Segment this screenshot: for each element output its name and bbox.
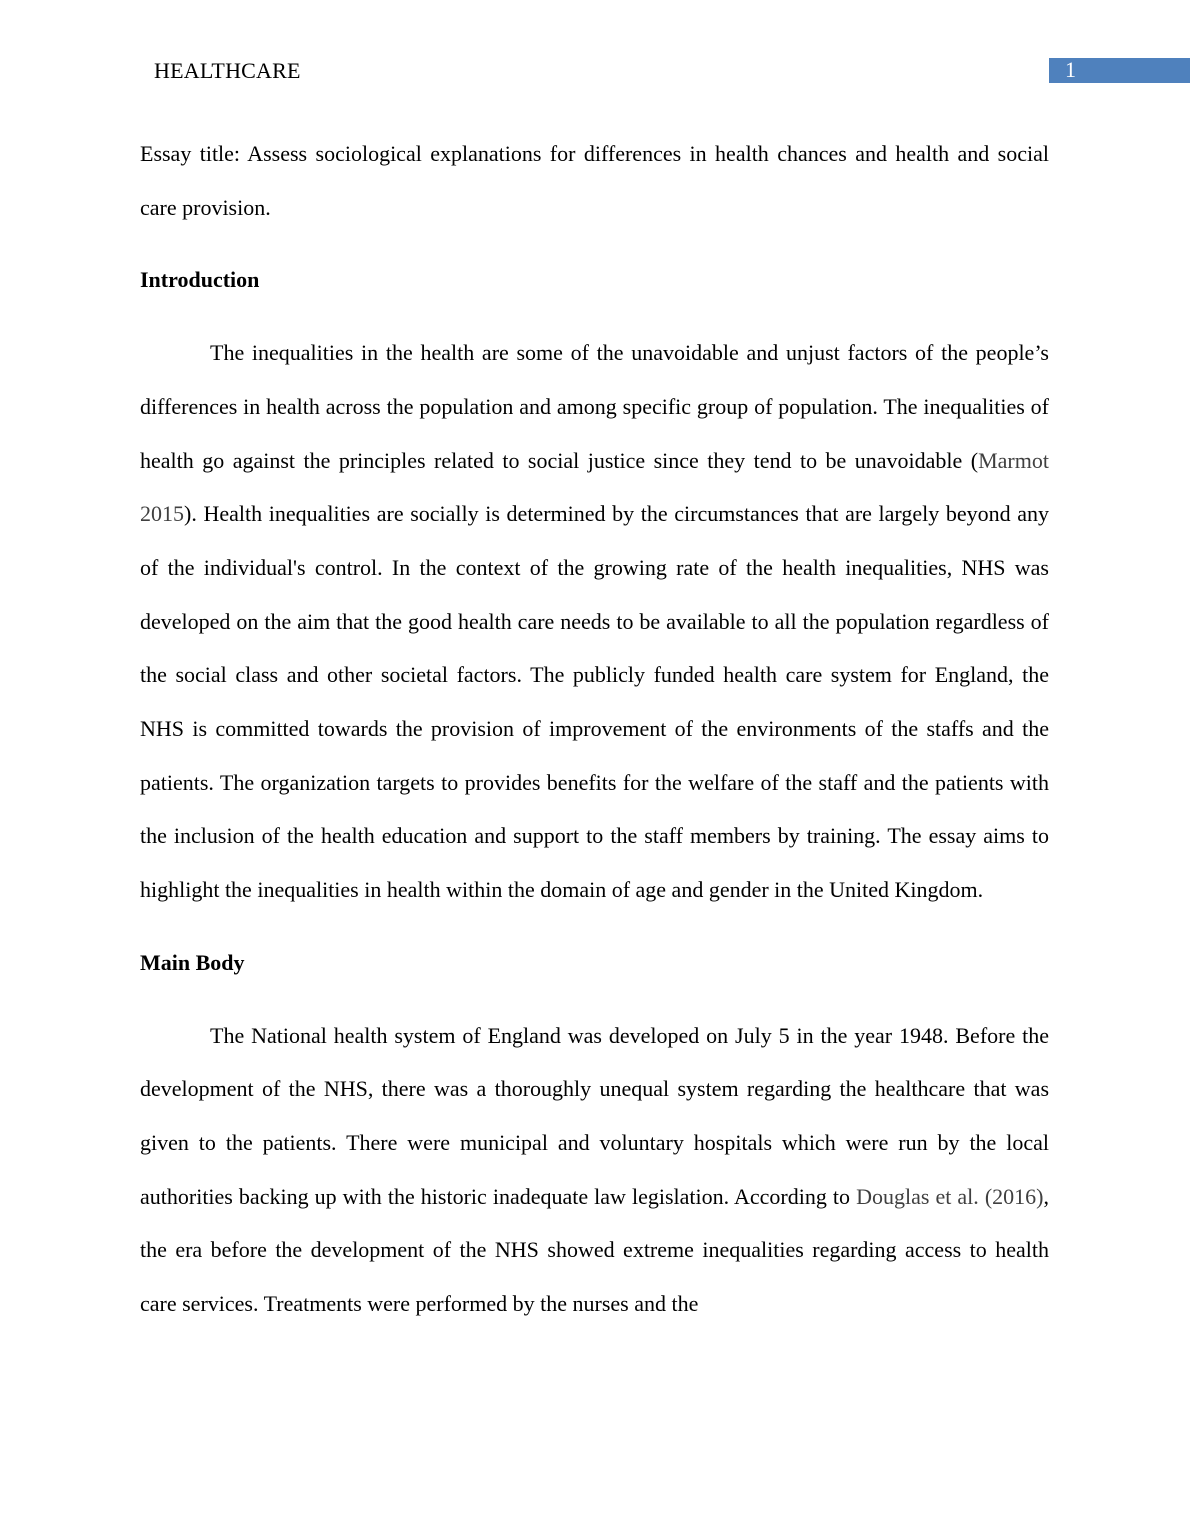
main-body-heading: Main Body: [140, 949, 245, 975]
document-body: [140, 127, 1049, 1331]
introduction-paragraph: [140, 326, 1049, 917]
main-body-paragraph: [140, 1009, 1049, 1331]
main-body-text-end: , the era before the development of the NHS showed extreme inequalities regarding access to health care services. Treatments were performed by the nurses and the: [140, 1183, 1050, 1317]
introduction-text-end: ). Health inequalities are socially is determined by the circumstances that are largely beyond any of the individual's control. In the context of the growing rate of the health inequalities, NHS was developed on the aim that the good health care needs to be available to all the population regardless of the social class and other societal factors. The publicly funded health care system for England, the NHS is committed towards the provision of improvement of the environments of the staffs and the patients. The organization targets to provides benefits for the welfare of the staff and the patients with the inclusion of the health education and support to the staff members by training. The essay aims to highlight the inequalities in health within the domain of age and gender in the United Kingdom.: [140, 501, 1049, 903]
running-head-title: HEALTHCARE: [154, 58, 301, 83]
introduction-heading: Introduction: [140, 267, 260, 293]
citation-marmot: Marmot 2015: [140, 447, 1049, 527]
citation-douglas: Douglas et al. (2016): [856, 1183, 1044, 1209]
page-number: 1: [1065, 57, 1076, 82]
page-number-badge: [1049, 58, 1190, 83]
main-body-text-start: The National health system of England was developed on July 5 in the year 1948. Before the development of the NHS, there was a thoroughly unequal system regarding the healthcare that was given to the patients. There were municipal and voluntary hospitals which were run by the local authorities backing up with the historic inadequate law legislation. According to: [140, 1022, 1049, 1209]
introduction-text-start: The inequalities in the health are some of the unavoidable and unjust factors of the people’s differences in health across the population and among specific group of population. The inequalities of health go against the principles related to social justice since they tend to be unavoidable (: [140, 340, 1049, 473]
essay-title: Essay title: Assess sociological explanations for differences in health chances and health and social care provision.: [140, 141, 1049, 220]
